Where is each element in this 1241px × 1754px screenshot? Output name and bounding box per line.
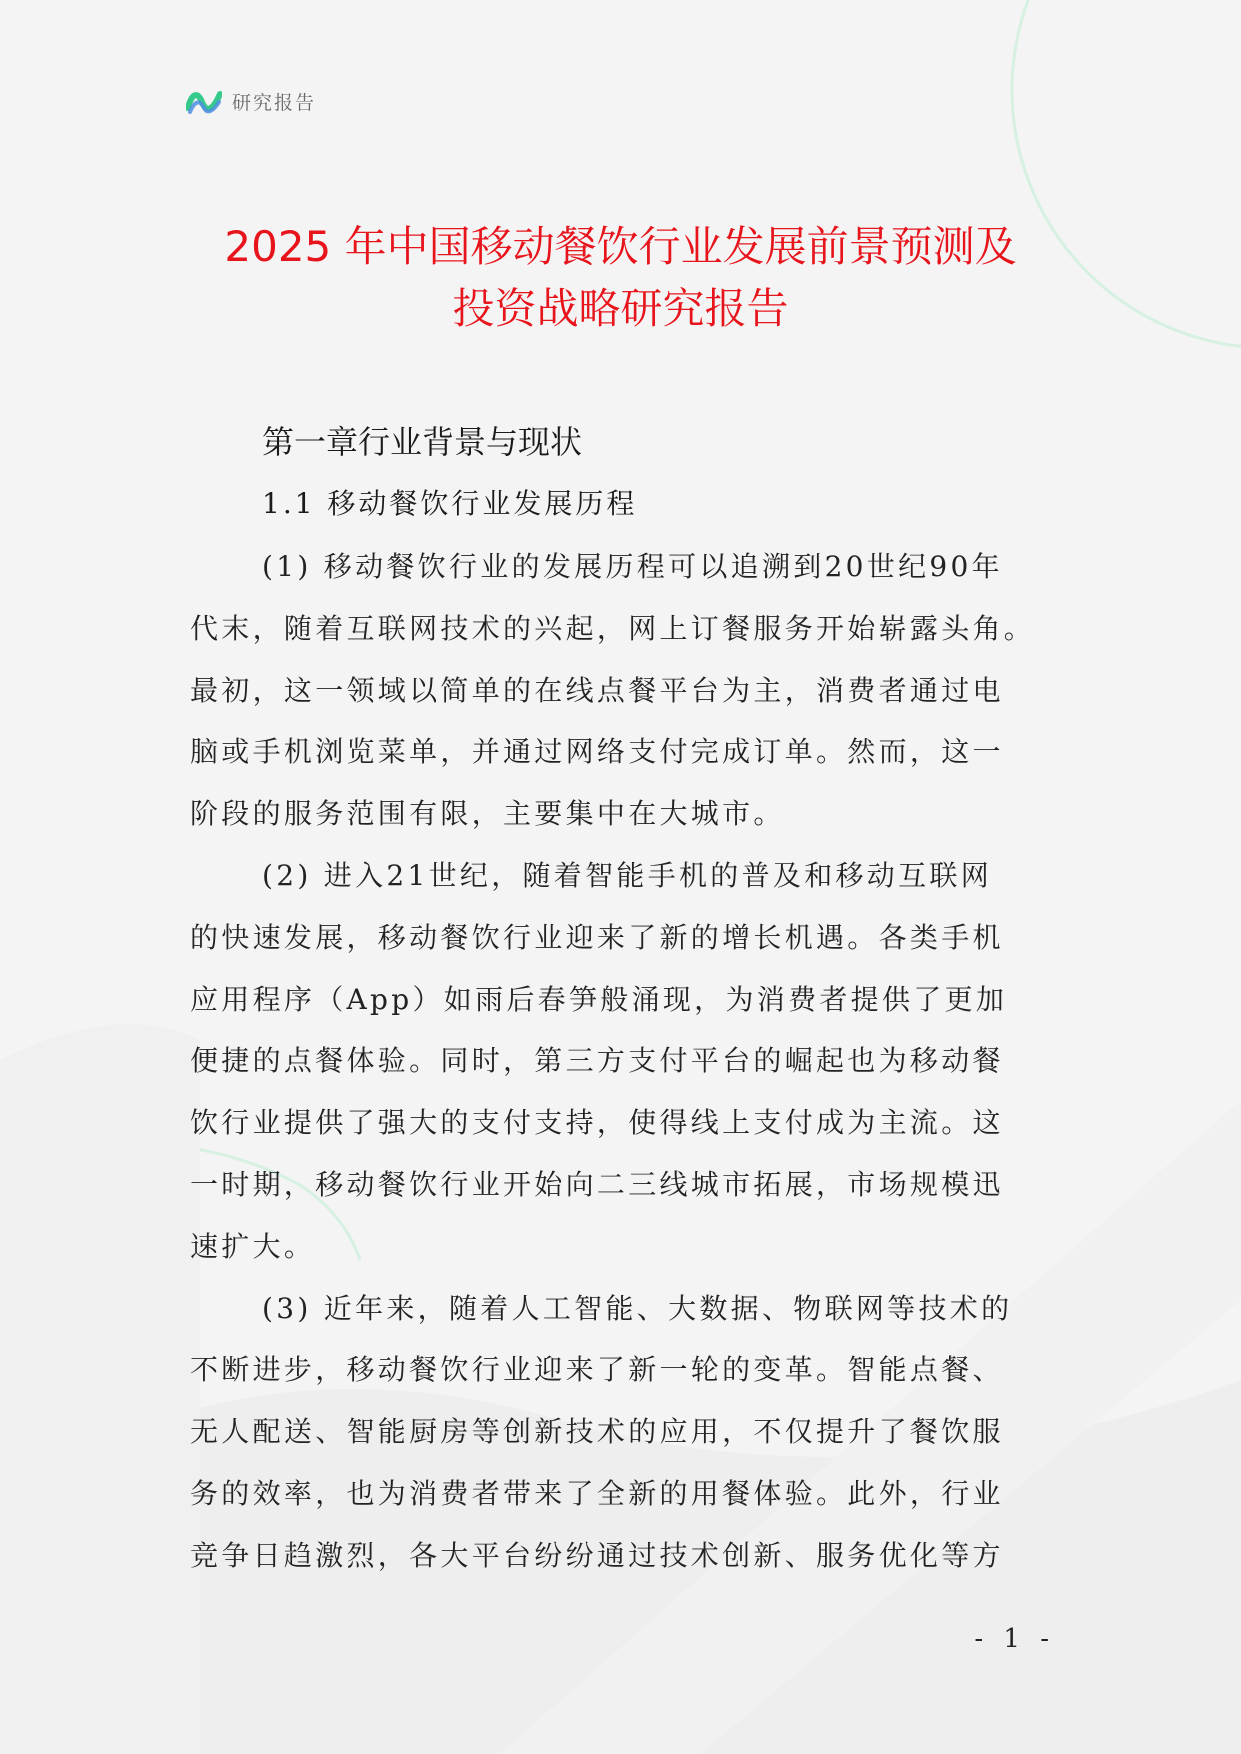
text-line: 脑或手机浏览菜单，并通过网络支付完成订单。然而，这一 xyxy=(190,735,1004,769)
text-line: (3) 近年来，随着人工智能、大数据、物联网等技术的 xyxy=(262,1291,1013,1325)
text-line: 应用程序（App）如雨后春笋般涌现，为消费者提供了更加 xyxy=(190,982,1008,1016)
text-line: (1) 移动餐饮行业的发展历程可以追溯到20世纪90年 xyxy=(262,550,1003,583)
text-line: 最初，这一领域以简单的在线点餐平台为主，消费者通过电 xyxy=(190,673,1004,707)
green-wave-logo-icon xyxy=(186,86,222,116)
text-line: 的快速发展，移动餐饮行业迎来了新的增长机遇。各类手机 xyxy=(190,920,1004,954)
text-line: 代末，随着互联网技术的兴起，网上订餐服务开始崭露头角。 xyxy=(190,611,1036,645)
report-header xyxy=(186,86,316,116)
report-title xyxy=(150,216,1091,340)
text-line: 饮行业提供了强大的支付支持，使得线上支付成为主流。这 xyxy=(190,1106,1004,1140)
text-line: 便捷的点餐体验。同时，第三方支付平台的崛起也为移动餐 xyxy=(190,1044,1004,1078)
title-line-2: 投资战略研究报告 xyxy=(452,284,789,333)
title-line-1: 2025 年中国移动餐饮行业发展前景预测及 xyxy=(224,222,1017,271)
text-line: 务的效率，也为消费者带来了全新的用餐体验。此外，行业 xyxy=(190,1476,1004,1510)
body-text xyxy=(190,536,1050,1587)
text-line: 无人配送、智能厨房等创新技术的应用，不仅提升了餐饮服 xyxy=(190,1415,1004,1449)
section-heading: 1.1 移动餐饮行业发展历程 xyxy=(262,487,638,520)
text-line: 不断进步，移动餐饮行业迎来了新一轮的变革。智能点餐、 xyxy=(190,1353,1004,1387)
decor-swoosh-mid xyxy=(0,1024,200,1754)
paragraph-3 xyxy=(190,1278,1050,1587)
text-line: 阶段的服务范围有限，主要集中在大城市。 xyxy=(190,797,785,831)
text-line: 竞争日趋激烈，各大平台纷纷通过技术创新、服务优化等方 xyxy=(190,1538,1004,1572)
paragraph-1 xyxy=(190,536,1050,845)
text-line: 一时期，移动餐饮行业开始向二三线城市拓展，市场规模迅 xyxy=(190,1167,1004,1201)
page-number: - 1 - xyxy=(974,1624,1055,1654)
text-line: 速扩大。 xyxy=(190,1229,316,1263)
paragraph-2 xyxy=(190,845,1050,1278)
chapter-heading: 第一章行业背景与现状 xyxy=(262,423,583,461)
text-line: (2) 进入21世纪，随着智能手机的普及和移动互联网 xyxy=(262,858,992,892)
header-label: 研究报告 xyxy=(232,91,317,114)
